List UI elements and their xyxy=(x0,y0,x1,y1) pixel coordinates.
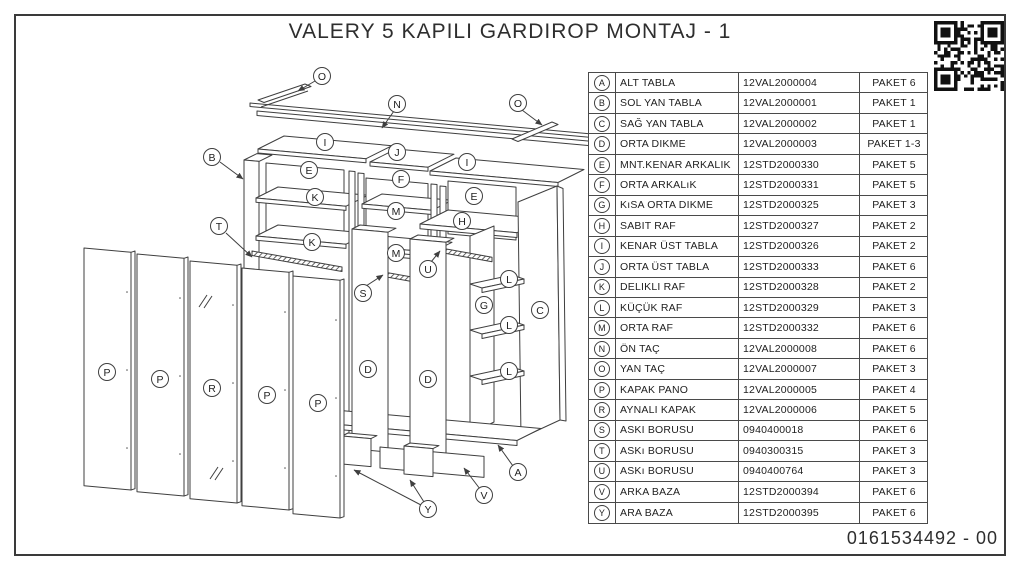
svg-text:U: U xyxy=(424,263,432,276)
svg-text:I: I xyxy=(465,156,469,169)
table-row xyxy=(589,339,927,359)
part-letter-cell xyxy=(589,462,616,482)
part-letter-cell xyxy=(589,482,616,502)
table-row xyxy=(589,114,927,134)
table-row xyxy=(589,237,927,257)
diagram-label-R xyxy=(204,380,221,397)
part-paket-cell: PAKET 1 xyxy=(860,93,928,113)
part-name-cell: ORTA RAF xyxy=(616,318,739,338)
part-letter-badge: T xyxy=(594,443,610,459)
page-title: VALERY 5 KAPILI GARDIROP MONTAJ - 1 xyxy=(288,20,732,43)
part-code-cell: 12VAL2000001 xyxy=(739,93,860,113)
part-letter-cell xyxy=(589,114,616,134)
part-name-cell: ARKA BAZA xyxy=(616,482,739,502)
part-name-cell: AYNALI KAPAK xyxy=(616,400,739,420)
part-letter-badge: D xyxy=(594,136,610,152)
part-letter-badge: G xyxy=(594,197,610,213)
table-row xyxy=(589,503,927,523)
part-code-cell: 12VAL2000002 xyxy=(739,114,860,134)
part-letter-badge: U xyxy=(594,463,610,479)
table-row xyxy=(589,298,927,318)
part-name-cell: KıSA ORTA DIKME xyxy=(616,196,739,216)
diagram-label-O xyxy=(510,95,527,112)
part-letter-cell xyxy=(589,155,616,175)
part-paket-cell: PAKET 6 xyxy=(860,482,928,502)
part-paket-cell: PAKET 2 xyxy=(860,278,928,298)
part-letter-cell xyxy=(589,237,616,257)
part-paket-cell: PAKET 3 xyxy=(860,359,928,379)
svg-text:P: P xyxy=(103,366,111,379)
part-paket-cell: PAKET 3 xyxy=(860,298,928,318)
part-letter-badge: F xyxy=(594,177,610,193)
table-row xyxy=(589,175,927,195)
diagram-label-S xyxy=(355,285,372,302)
part-letter-cell xyxy=(589,339,616,359)
part-letter-cell xyxy=(589,257,616,277)
part-letter-badge: H xyxy=(594,218,610,234)
part-code-cell: 12STD2000395 xyxy=(739,503,860,523)
part-letter-badge: C xyxy=(594,116,610,132)
svg-text:O: O xyxy=(513,97,523,110)
svg-text:T: T xyxy=(215,220,223,233)
part-letter-cell xyxy=(589,421,616,441)
part-paket-cell: PAKET 5 xyxy=(860,400,928,420)
svg-text:K: K xyxy=(311,191,319,204)
part-letter-cell xyxy=(589,359,616,379)
part-paket-cell: PAKET 3 xyxy=(860,462,928,482)
diagram-label-I xyxy=(459,154,476,171)
part-letter-badge: E xyxy=(594,157,610,173)
table-row xyxy=(589,93,927,113)
part-paket-cell: PAKET 1-3 xyxy=(860,134,928,154)
table-row xyxy=(589,155,927,175)
part-paket-cell: PAKET 1 xyxy=(860,114,928,134)
part-name-cell: ASKI BORUSU xyxy=(616,421,739,441)
svg-text:M: M xyxy=(391,205,401,218)
table-row xyxy=(589,441,927,461)
diagram-label-K xyxy=(304,234,321,251)
part-code-cell: 12STD2000329 xyxy=(739,298,860,318)
diagram-label-D xyxy=(420,371,437,388)
document-code: 0161534492 - 00 xyxy=(846,528,998,548)
part-letter-badge: L xyxy=(594,300,610,316)
svg-text:E: E xyxy=(470,190,478,203)
part-code-cell: 12VAL2000003 xyxy=(739,134,860,154)
part-name-cell: ÖN TAÇ xyxy=(616,339,739,359)
svg-text:R: R xyxy=(208,382,216,395)
part-name-cell: ORTA ARKALıK xyxy=(616,175,739,195)
part-paket-cell: PAKET 5 xyxy=(860,155,928,175)
part-paket-cell: PAKET 5 xyxy=(860,175,928,195)
part-code-cell: 0940300315 xyxy=(739,441,860,461)
diagram-label-L xyxy=(501,363,518,380)
part-code-cell: 12STD2000394 xyxy=(739,482,860,502)
part-paket-cell: PAKET 3 xyxy=(860,441,928,461)
diagram-label-U xyxy=(420,261,437,278)
diagram-label-P xyxy=(310,395,327,412)
table-row xyxy=(589,318,927,338)
diagram-label-P xyxy=(259,387,276,404)
part-letter-cell xyxy=(589,93,616,113)
diagram-label-Y xyxy=(420,501,437,518)
svg-text:P: P xyxy=(314,397,322,410)
svg-text:I: I xyxy=(323,136,327,149)
svg-text:A: A xyxy=(514,466,522,479)
diagram-label-B xyxy=(204,149,221,166)
part-top-trims xyxy=(250,84,599,147)
part-code-cell: 0940400764 xyxy=(739,462,860,482)
part-letter-cell xyxy=(589,175,616,195)
diagram-label-E xyxy=(466,188,483,205)
part-letter-cell xyxy=(589,278,616,298)
svg-text:P: P xyxy=(263,389,271,402)
part-letter-badge: S xyxy=(594,422,610,438)
part-code-cell: 12VAL2000008 xyxy=(739,339,860,359)
diagram-label-V xyxy=(476,487,493,504)
diagram-label-M xyxy=(388,245,405,262)
table-row xyxy=(589,216,927,236)
part-name-cell: KÜÇÜK RAF xyxy=(616,298,739,318)
diagram-label-I xyxy=(317,134,334,151)
part-code-cell: 12STD2000331 xyxy=(739,175,860,195)
part-name-cell: ORTA DIKME xyxy=(616,134,739,154)
part-letter-cell xyxy=(589,73,616,93)
part-letter-badge: P xyxy=(594,382,610,398)
part-letter-badge: M xyxy=(594,320,610,336)
part-letter-cell xyxy=(589,196,616,216)
part-paket-cell: PAKET 6 xyxy=(860,73,928,93)
svg-text:N: N xyxy=(393,98,401,111)
diagram-label-O xyxy=(314,68,331,85)
diagram-label-L xyxy=(501,271,518,288)
svg-text:F: F xyxy=(397,173,405,186)
svg-text:L: L xyxy=(506,273,512,286)
diagram-label-M xyxy=(388,203,405,220)
part-letter-cell xyxy=(589,380,616,400)
table-row xyxy=(589,482,927,502)
svg-text:J: J xyxy=(394,146,400,159)
part-code-cell: 12STD2000327 xyxy=(739,216,860,236)
svg-text:L: L xyxy=(506,365,512,378)
part-code-cell: 0940400018 xyxy=(739,421,860,441)
diagram-label-T xyxy=(211,218,228,235)
svg-text:K: K xyxy=(308,236,316,249)
part-letter-cell xyxy=(589,216,616,236)
part-letter-badge: V xyxy=(594,484,610,500)
diagram-label-L xyxy=(501,317,518,334)
table-row xyxy=(589,73,927,93)
svg-text:G: G xyxy=(479,299,489,312)
part-name-cell: ASKı BORUSU xyxy=(616,441,739,461)
part-code-cell: 12VAL2000004 xyxy=(739,73,860,93)
part-name-cell: ALT TABLA xyxy=(616,73,739,93)
part-name-cell: YAN TAÇ xyxy=(616,359,739,379)
part-letter-cell xyxy=(589,503,616,523)
part-name-cell: SOL YAN TABLA xyxy=(616,93,739,113)
svg-text:H: H xyxy=(458,215,466,228)
part-name-cell: KENAR ÜST TABLA xyxy=(616,237,739,257)
diagram-label-H xyxy=(454,213,471,230)
diagram-label-J xyxy=(389,144,406,161)
qr-code xyxy=(934,21,1004,91)
part-letter-badge: A xyxy=(594,75,610,91)
part-paket-cell: PAKET 6 xyxy=(860,421,928,441)
diagram-label-G xyxy=(476,297,493,314)
part-letter-cell xyxy=(589,134,616,154)
part-paket-cell: PAKET 6 xyxy=(860,339,928,359)
part-letter-cell xyxy=(589,318,616,338)
part-paket-cell: PAKET 6 xyxy=(872,506,916,519)
part-letter-badge: N xyxy=(594,341,610,357)
diagram-label-F xyxy=(393,171,410,188)
part-name-cell: MNT.KENAR ARKALIK xyxy=(616,155,739,175)
diagram-label-D xyxy=(360,361,377,378)
table-row xyxy=(589,380,927,400)
table-row xyxy=(589,134,927,154)
table-row xyxy=(589,278,927,298)
part-letter-cell xyxy=(589,400,616,420)
part-paket-cell: PAKET 3 xyxy=(860,196,928,216)
part-paket-cell: PAKET 2 xyxy=(860,237,928,257)
svg-text:O: O xyxy=(317,70,327,83)
table-row xyxy=(589,196,927,216)
diagram-label-P xyxy=(152,371,169,388)
part-letter-badge: K xyxy=(594,279,610,295)
part-paket-cell: PAKET 4 xyxy=(860,380,928,400)
table-row xyxy=(589,257,927,277)
table-row xyxy=(589,359,927,379)
parts-table xyxy=(588,72,928,524)
part-name-cell: KAPAK PANO xyxy=(616,380,739,400)
part-name-cell: ARA BAZA xyxy=(616,503,739,523)
part-name-cell: SABIT RAF xyxy=(616,216,739,236)
part-letter-badge: O xyxy=(594,361,610,377)
part-code-cell: 12VAL2000007 xyxy=(739,359,860,379)
diagram-label-K xyxy=(307,189,324,206)
part-name-cell: ASKı BORUSU xyxy=(616,462,739,482)
part-name-cell: ORTA ÜST TABLA xyxy=(616,257,739,277)
part-code-cell: 12STD2000330 xyxy=(739,155,860,175)
part-code-cell: 12STD2000326 xyxy=(739,237,860,257)
svg-text:B: B xyxy=(208,151,216,164)
svg-text:E: E xyxy=(305,164,313,177)
diagram-label-P xyxy=(99,364,116,381)
part-code-cell: 12STD2000332 xyxy=(739,318,860,338)
diagram-label-A xyxy=(510,464,527,481)
table-row xyxy=(589,462,927,482)
svg-text:L: L xyxy=(506,319,512,332)
svg-text:S: S xyxy=(359,287,367,300)
diagram-label-C xyxy=(532,302,549,319)
part-name-cell: DELIKLI RAF xyxy=(616,278,739,298)
part-code-cell: 12STD2000328 xyxy=(739,278,860,298)
svg-text:M: M xyxy=(391,247,401,260)
svg-text:Y: Y xyxy=(424,503,432,516)
part-code-cell: 12VAL2000005 xyxy=(739,380,860,400)
part-letter-badge: I xyxy=(594,238,610,254)
svg-text:P: P xyxy=(156,373,164,386)
part-code-cell: 12VAL2000006 xyxy=(739,400,860,420)
part-code-cell: 12STD2000333 xyxy=(739,257,860,277)
part-paket-cell: PAKET 6 xyxy=(860,318,928,338)
table-row xyxy=(589,400,927,420)
part-paket-cell: PAKET 2 xyxy=(860,216,928,236)
diagram-label-E xyxy=(301,162,318,179)
svg-text:C: C xyxy=(536,304,544,317)
part-letter-cell xyxy=(589,298,616,318)
part-letter-badge: J xyxy=(594,259,610,275)
part-letter-badge: Y xyxy=(594,505,610,521)
part-letter-badge: B xyxy=(594,95,610,111)
part-letter-badge: R xyxy=(594,402,610,418)
svg-text:D: D xyxy=(364,363,372,376)
svg-text:D: D xyxy=(424,373,432,386)
svg-text:V: V xyxy=(480,489,488,502)
part-letter-cell xyxy=(589,441,616,461)
table-row xyxy=(589,421,927,441)
diagram-label-N xyxy=(389,96,406,113)
part-name-cell: SAĞ YAN TABLA xyxy=(616,114,739,134)
part-code-cell: 12STD2000325 xyxy=(739,196,860,216)
part-paket-cell: PAKET 6 xyxy=(860,257,928,277)
